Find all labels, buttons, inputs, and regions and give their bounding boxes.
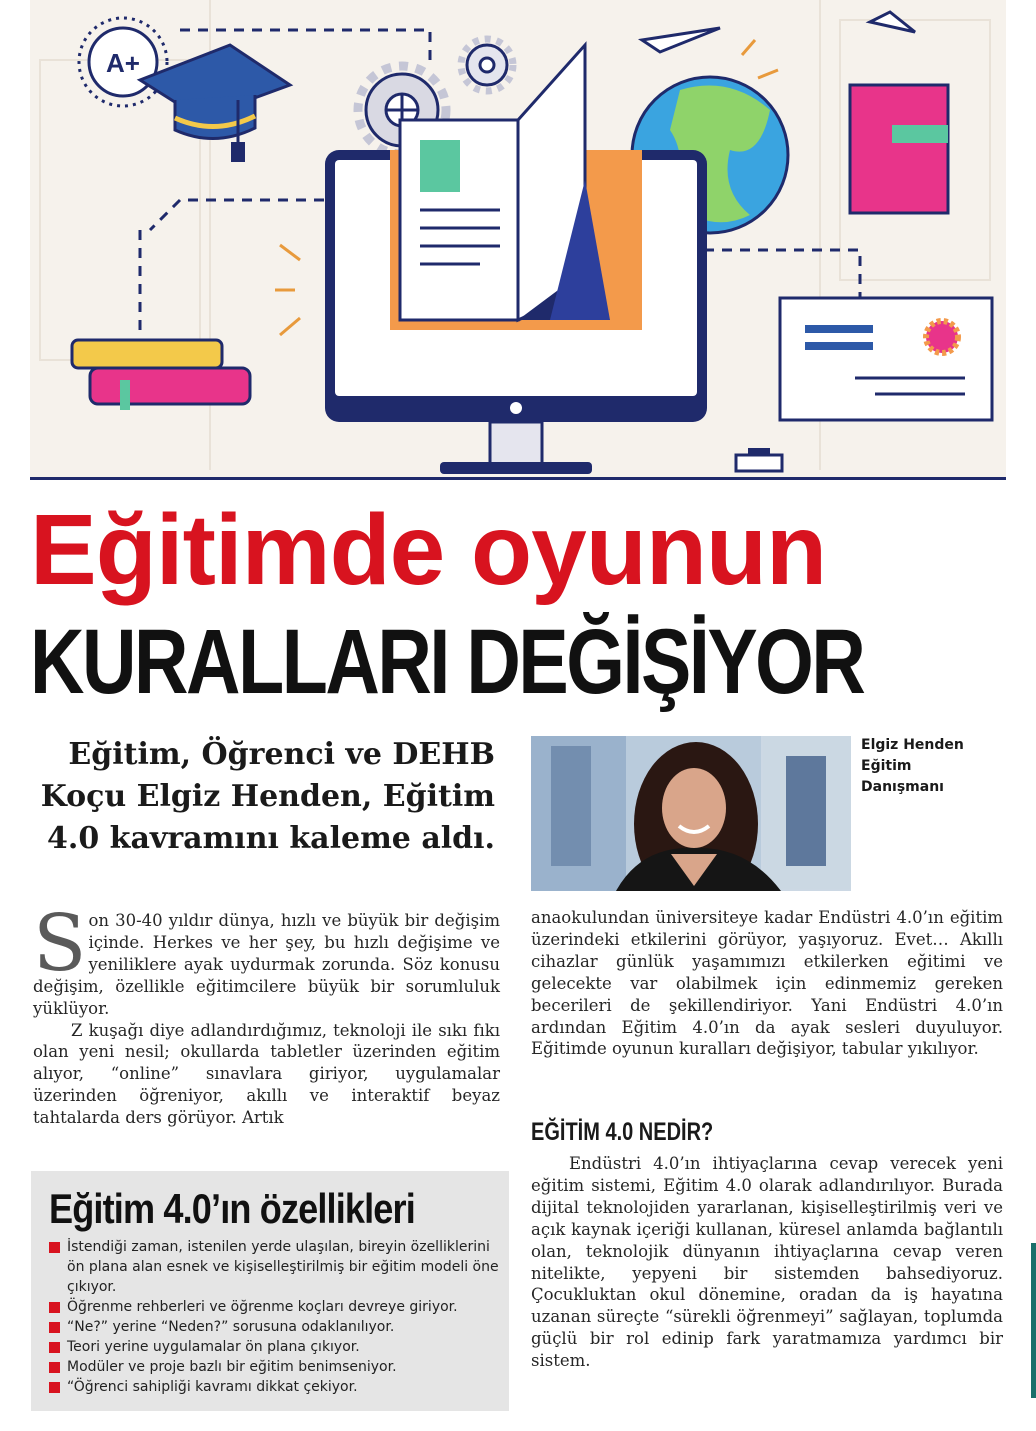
list-item: Teori yerine uygulamalar ön plana çıkıyor. <box>49 1337 501 1357</box>
paragraph-1 <box>33 899 500 1020</box>
sidebar-title: Eğitim 4.0’ın özellikleri <box>49 1185 415 1232</box>
author-name: Elgiz Henden <box>861 737 964 753</box>
list-item: Modüler ve proje bazlı bir eğitim benimseniyor. <box>49 1357 501 1377</box>
article-column-right <box>531 907 1003 1060</box>
paragraph-2: Z kuşağı diye adlandırdığımız, teknoloji ile sıkı fıkı olan yeni nesil; okullarda tabletler üzerinden eğitim alıyor, “online” sınavlara giriyor, uygulamalar üzerinden öğreniyor, akıllı ve interaktif beyaz tahtalarda ders görüyor. Artık <box>33 1020 500 1128</box>
hero-illustration <box>30 0 1006 480</box>
list-item: İstendiği zaman, istenilen yerde ulaşılan, bireyin özelliklerini ön plana alan esnek ve kişiselleştirilmiş bir eğitim modeli öne çıkıyor. <box>49 1237 501 1297</box>
section-heading: EĞİTİM 4.0 NEDİR? <box>531 1118 714 1146</box>
headline-line-1: Eğitimde oyunun <box>30 494 827 606</box>
usb-device-icon <box>736 448 782 471</box>
paragraph-4: Endüstri 4.0’ın ihtiyaçlarına cevap verecek yeni eğitim sistemi, Eğitim 4.0 olarak adlandırılıyor. Burada dijital teknolojiden yararlanan, kişiselleştirilmiş veri ve açık kaynak içeriği kullanan, küresel anlamda bağlantılı olan, teknolojik dünyanın ihtiyaçlarına cevap veren nitelikte, yepyeni bir sistemden bahsediyoruz. Çocukluktan okul dönemine, oradan da iş hayatına uzanan süreçte “sürekli öğrenmeyi” sağlayan, toplumda güçlü bir rol edinip fark yaratmamıza yardımcı bir sistem. <box>531 1154 1003 1371</box>
paragraph-3: anaokulundan üniversiteye kadar Endüstri 4.0’ın eğitim üzerindeki etkilerini görüyor, yaşıyoruz. Evet… Akıllı cihazlar günlük yaşamımızı etkilerken eğitimi ve gelecekte var olabilmek için edinmemiz gereken becerileri de şekillendiriyor. Yani Endüstri 4.0’ın ardından Eğitim 4.0’ın da ayak sesleri duyuluyor. Eğitimde oyunun kuralları değişiyor, tabular yıkılıyor. <box>531 908 1003 1059</box>
list-item: “Ne?” yerine “Neden?” sorusuna odaklanılıyor. <box>49 1317 501 1337</box>
headline-line-2: KURALLARI DEĞİŞİYOR <box>30 611 864 713</box>
paragraph-1-text: on 30-40 yıldır dünya, hızlı ve büyük bir değişim içinde. Herkes ve her şey, bu hızlı değişime ve yeniliklere ayak uydurmak zorunda. Söz konusu değişim, özellikle eğitimcilere büyük bir sorumluluk yüklüyor. <box>33 911 500 1018</box>
hero-divider <box>30 477 1006 480</box>
graduation-cap-icon <box>140 45 290 162</box>
features-sidebar <box>31 1171 509 1411</box>
features-list <box>49 1237 501 1397</box>
certificate-icon <box>780 298 992 420</box>
author-title-1: Eğitim <box>861 758 912 774</box>
author-photo <box>531 736 851 891</box>
author-portrait <box>531 736 851 891</box>
article-column-right-lower <box>531 1153 1003 1372</box>
e-learning-illustration <box>30 0 1006 480</box>
article-column-left <box>33 899 500 1129</box>
list-item: “Öğrenci sahipliği kavramı dikkat çekiyor. <box>49 1377 501 1397</box>
author-title-2: Danışmanı <box>861 779 944 795</box>
article-deck: Eğitim, Öğrenci ve DEHB Koçu Elgiz Henden, Eğitim 4.0 kavramını kaleme aldı. <box>40 737 495 856</box>
pink-notebook-icon <box>850 85 948 213</box>
badge-text: A+ <box>106 48 140 78</box>
small-gear-icon <box>461 39 513 91</box>
author-caption <box>861 735 1011 798</box>
page-edge-marker <box>1031 1243 1036 1398</box>
drop-cap: S <box>33 899 87 989</box>
paper-plane-icon <box>642 12 915 52</box>
a-plus-badge-icon <box>79 18 167 106</box>
book-stack-icon <box>72 340 250 410</box>
list-item: Öğrenme rehberleri ve öğrenme koçları devreye giriyor. <box>49 1297 501 1317</box>
